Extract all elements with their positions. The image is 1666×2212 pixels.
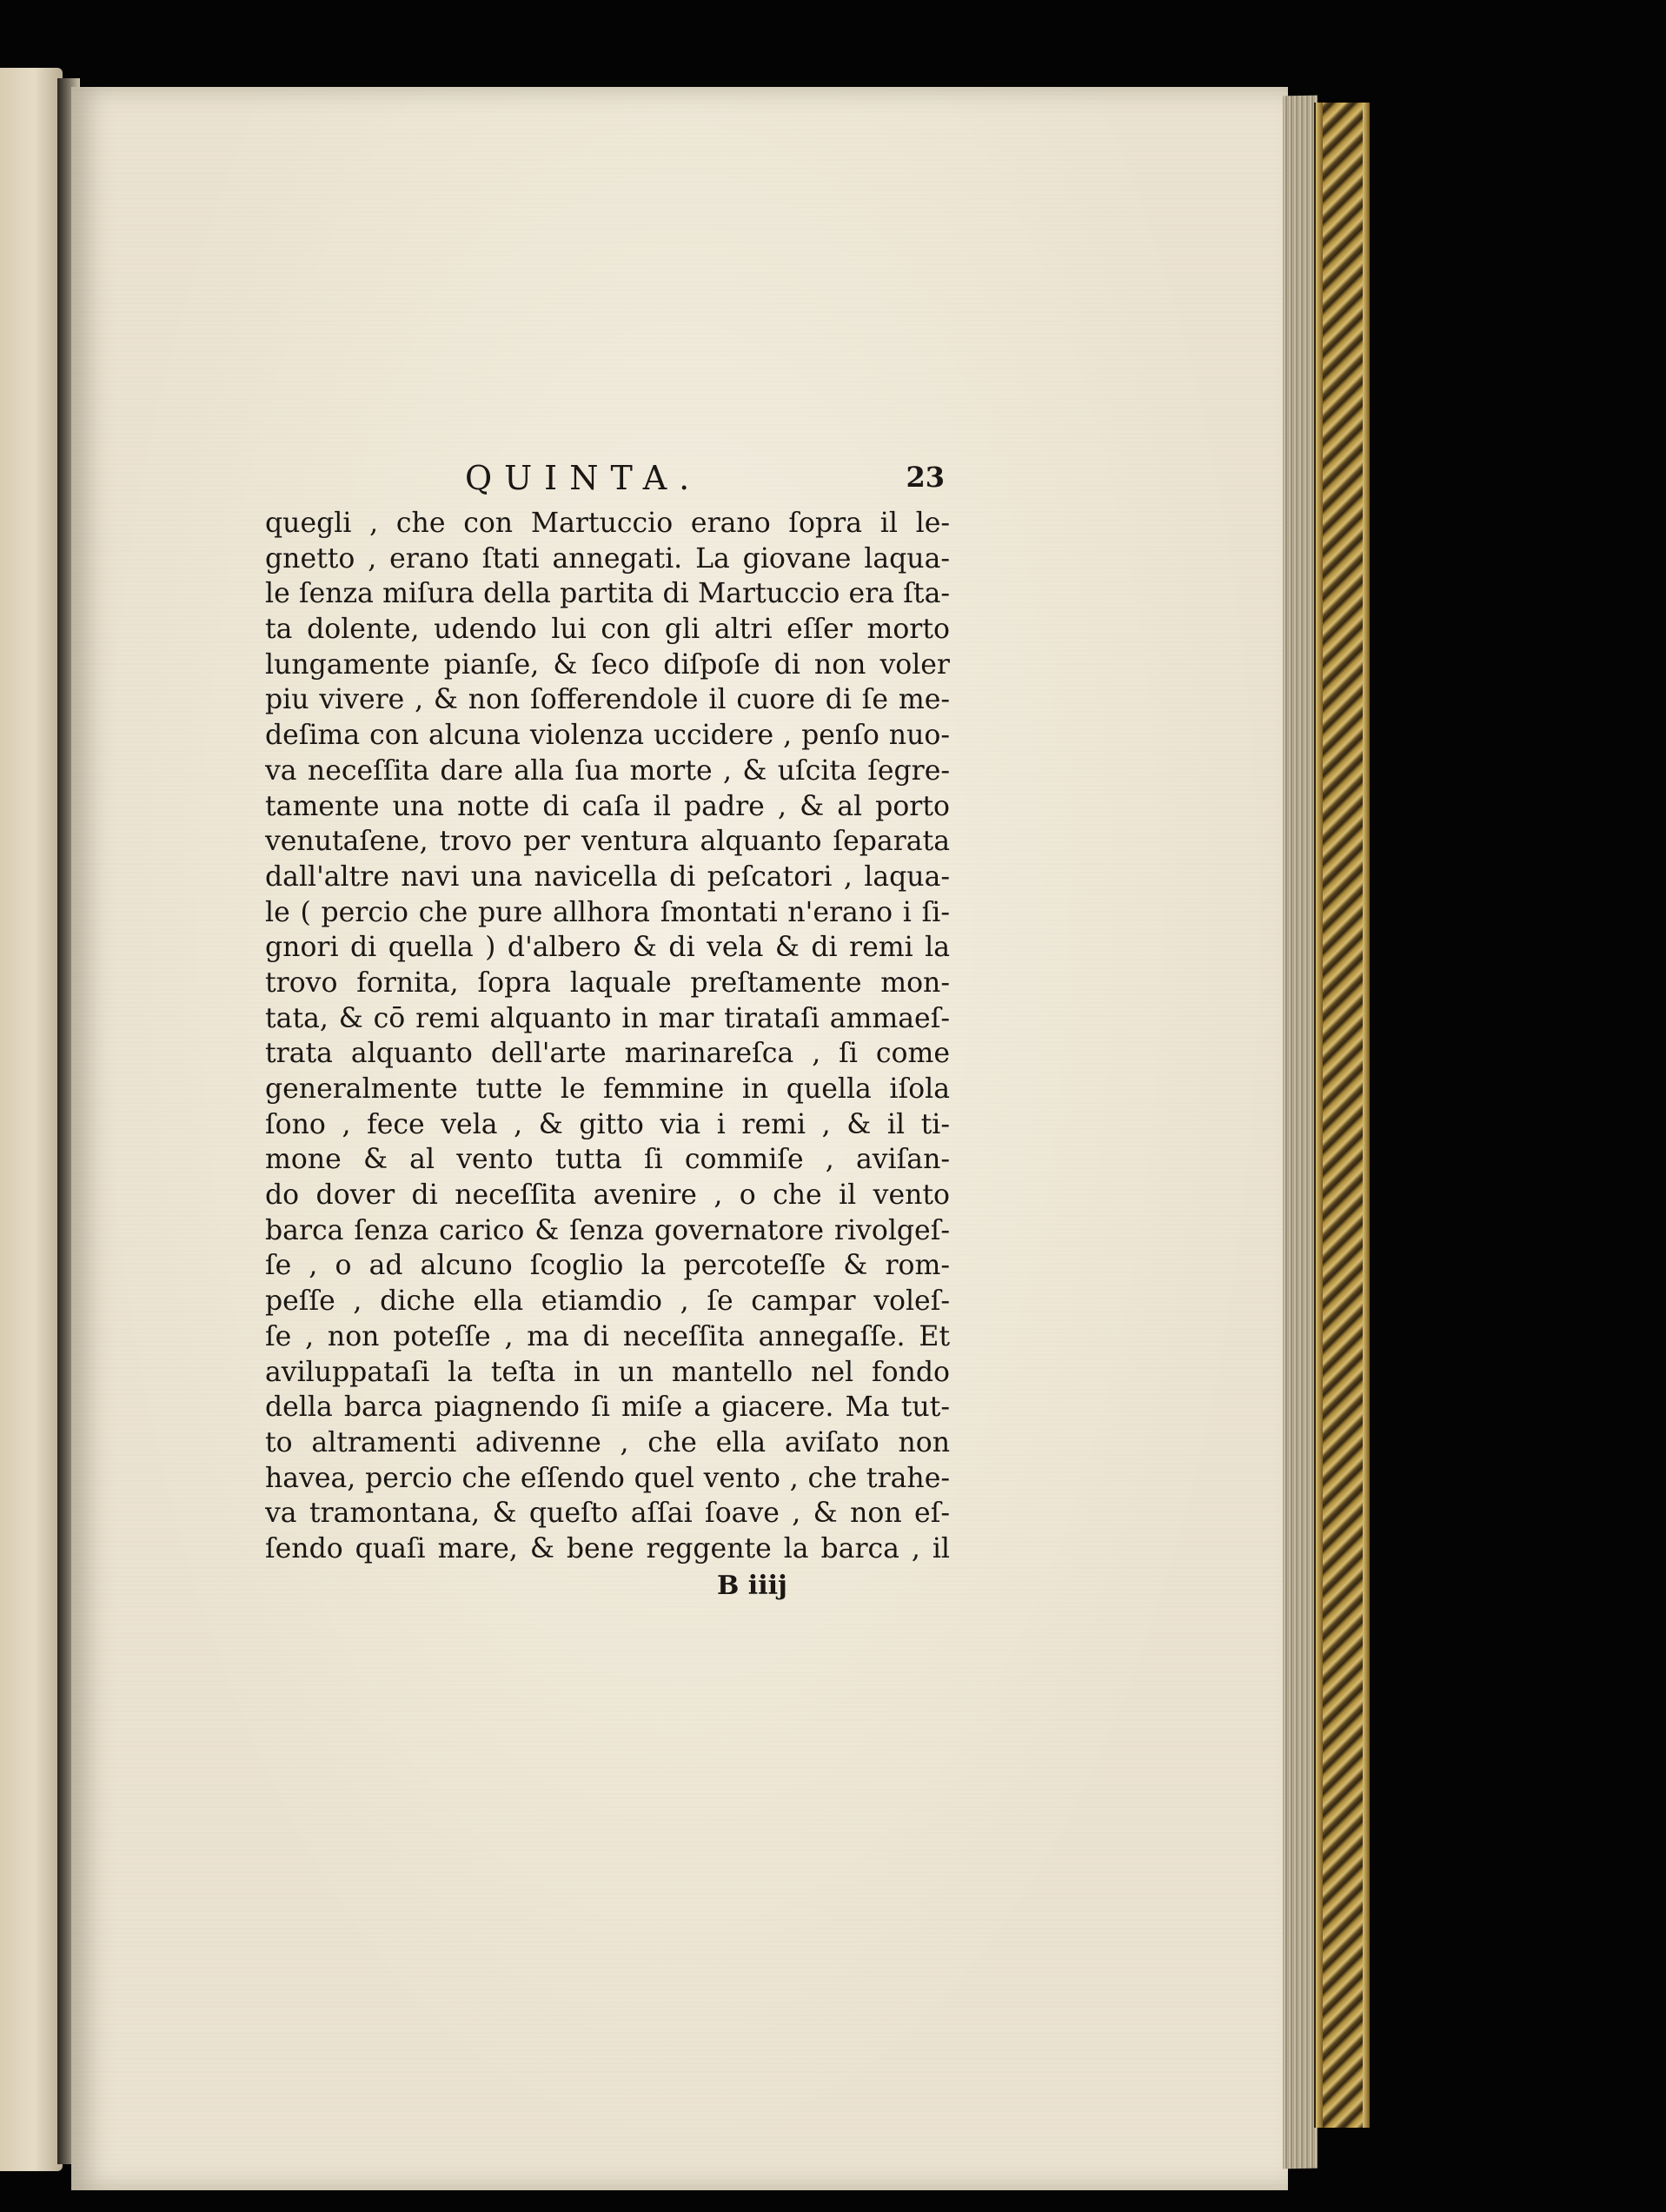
text-line: dall'altre navi una navicella di peſcatori , laqua- — [265, 860, 950, 893]
text-line: ſendo quaſi mare, & bene reggente la barca , il — [265, 1532, 950, 1564]
text-line: trata alquanto dell'arte marinareſca , ſi come — [265, 1038, 950, 1070]
running-head — [265, 454, 950, 504]
text-line: ſono , fece vela , & gitto via i remi , & il ti- — [265, 1108, 950, 1140]
text-line: va tramontana, & queſto aſſai ſoave , & non eſ- — [265, 1498, 950, 1530]
text-line: generalmente tutte le femmine in quella iſola — [265, 1073, 950, 1105]
left-page-edge — [0, 68, 63, 2171]
text-line: peſſe , diche ella etiamdio , ſe campar voleſ- — [265, 1285, 950, 1318]
text-line: mone & al vento tutta ſi commiſe , aviſan- — [265, 1144, 950, 1176]
body-text — [265, 506, 950, 1567]
text-line: aviluppataſi la teſta in un mantello nel fondo — [265, 1356, 950, 1388]
text-line: trovo fornita, ſopra laquale preſtamente mon- — [265, 967, 950, 999]
text-line: tata, & cō remi alquanto in mar tirataſi ammaeſ- — [265, 1002, 950, 1034]
text-line: barca ſenza carico & ſenza governatore rivolgeſ- — [265, 1214, 950, 1246]
text-line: gnetto , erano ſtati annegati. La giovane laqua- — [265, 542, 950, 575]
text-line: havea, percio che eſſendo quel vento , che trahe- — [265, 1462, 950, 1494]
text-line: ſe , non poteſſe , ma di neceſſita annegaſſe. Et — [265, 1320, 950, 1352]
text-line: va neceſſita dare alla ſua morte , & uſcita ſegre- — [265, 754, 950, 787]
page-fore-edge — [1283, 96, 1318, 2169]
text-line: deſima con alcuna violenza uccidere , penſo nuo- — [265, 720, 950, 752]
text-line: tamente una notte di caſa il padre , & al porto — [265, 790, 950, 822]
spine-rail-left — [1316, 103, 1323, 2128]
text-line: della barca piagnendo ſi miſe a giacere. Ma tut- — [265, 1392, 950, 1424]
book-spine — [1314, 103, 1370, 2128]
text-line: venutaſene, trovo per ventura alquanto ſeparata — [265, 826, 950, 858]
text-line: quegli , che con Martuccio erano ſopra il le- — [265, 508, 950, 539]
footer — [265, 1571, 950, 1609]
text-line: piu vivere , & non ſofferendole il cuore di ſe me- — [265, 684, 950, 716]
running-title: QUINTA. — [465, 459, 702, 497]
page-number: 23 — [906, 461, 945, 494]
text-line: ta dolente, udendo lui con gli altri eſſer morto — [265, 614, 950, 646]
text-line: do dover di neceſſita avenire , o che il vento — [265, 1179, 950, 1212]
text-line: gnori di quella ) d'albero & di vela & di remi la — [265, 932, 950, 964]
signature-mark: B iiij — [717, 1570, 787, 1601]
text-line: le ſenza miſura della partita di Martuccio era ſta- — [265, 578, 950, 610]
text-line: ſe , o ad alcuno ſcoglio la percoteſſe & rom- — [265, 1250, 950, 1282]
text-line: to altramenti adivenne , che ella aviſato non — [265, 1426, 950, 1458]
gilt-pattern — [1316, 103, 1370, 2128]
text-line: lungamente pianſe, & ſeco diſpoſe di non voler — [265, 648, 950, 681]
text-line: le ( percio che pure allhora ſmontati n'erano i ſi- — [265, 896, 950, 928]
text-block — [265, 454, 950, 1609]
spine-rail-right — [1363, 103, 1370, 2128]
